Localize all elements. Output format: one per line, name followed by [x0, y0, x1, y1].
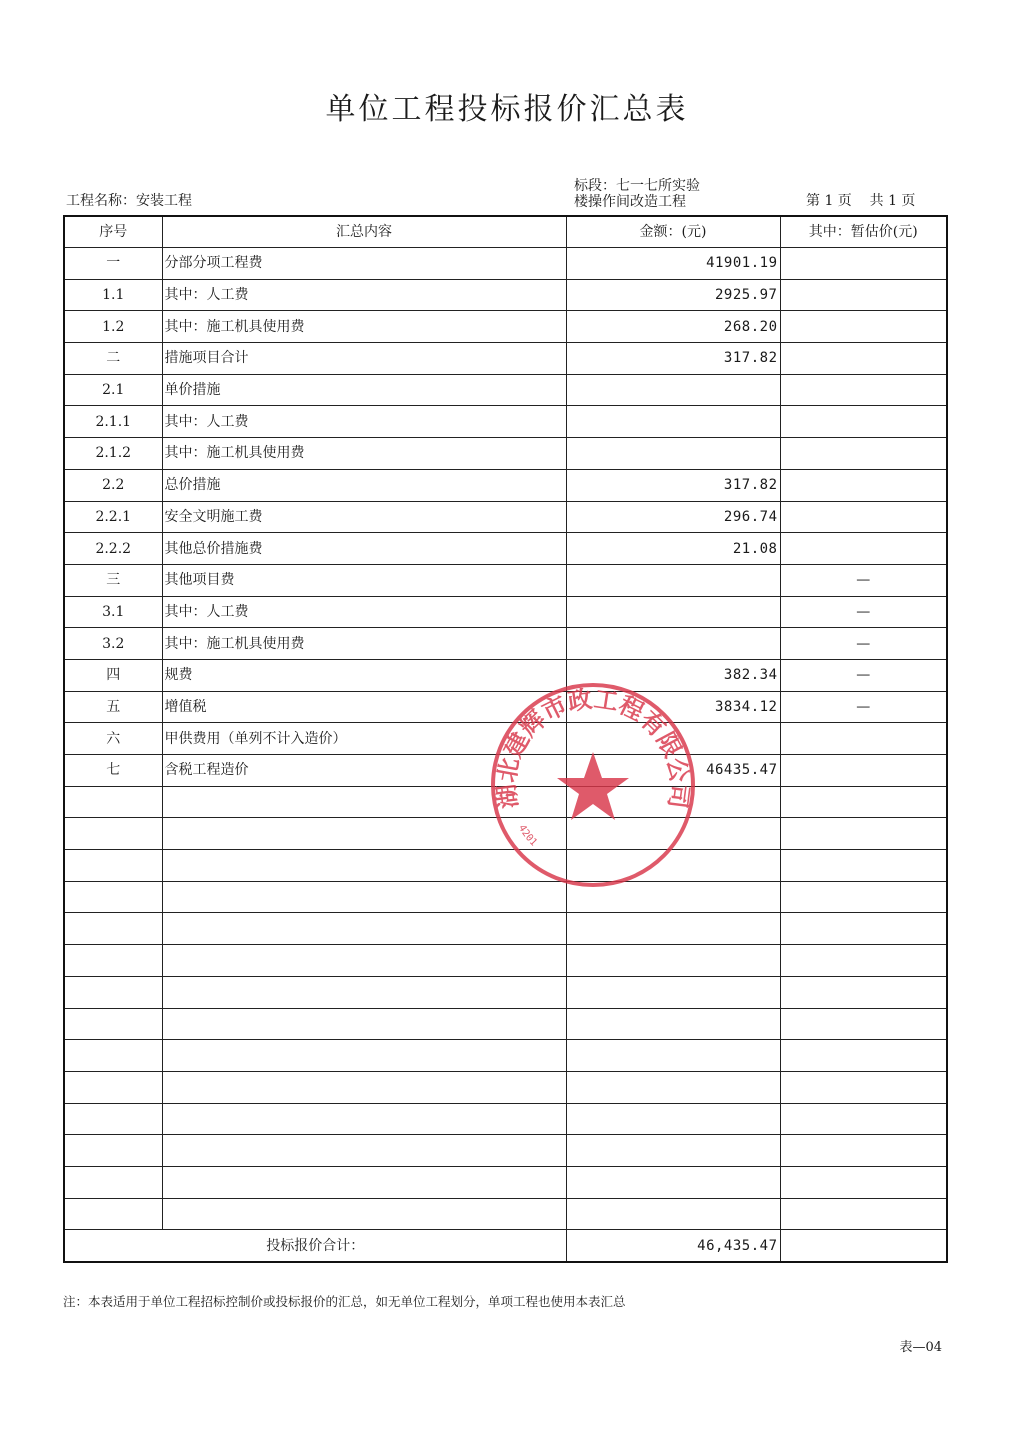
cell-provisional	[780, 1135, 947, 1167]
cell-content	[162, 1135, 566, 1167]
table-row	[64, 659, 947, 691]
cell-index	[64, 786, 162, 818]
cell-amount: 2925.97	[566, 279, 780, 311]
cell-index: 2.1.2	[64, 438, 162, 470]
table-row	[64, 786, 947, 818]
cell-provisional	[780, 343, 947, 375]
cell-content: 增值税	[162, 691, 566, 723]
table-note: 注：本表适用于单位工程招标控制价或投标报价的汇总，如无单位工程划分，单项工程也使用本表汇总	[63, 1294, 626, 1309]
cell-provisional	[780, 755, 947, 787]
cell-index	[64, 850, 162, 882]
summary-table	[63, 215, 948, 1263]
cell-index: 2.2.1	[64, 501, 162, 533]
table-row	[64, 564, 947, 596]
cell-provisional	[780, 976, 947, 1008]
cell-content: 其中：人工费	[162, 406, 566, 438]
table-row	[64, 533, 947, 565]
cell-provisional: —	[780, 596, 947, 628]
table-row	[64, 723, 947, 755]
cell-content	[162, 818, 566, 850]
cell-amount	[566, 438, 780, 470]
cell-content	[162, 1198, 566, 1230]
cell-content: 安全文明施工费	[162, 501, 566, 533]
cell-content: 其中：施工机具使用费	[162, 311, 566, 343]
cell-amount	[566, 596, 780, 628]
cell-amount	[566, 1103, 780, 1135]
cell-amount: 382.34	[566, 659, 780, 691]
cell-provisional	[780, 279, 947, 311]
cell-amount: 317.82	[566, 343, 780, 375]
cell-index: 二	[64, 343, 162, 375]
cell-index	[64, 1166, 162, 1198]
table-row	[64, 1071, 947, 1103]
cell-content: 其中：施工机具使用费	[162, 438, 566, 470]
cell-provisional	[780, 374, 947, 406]
cell-content	[162, 1040, 566, 1072]
table-row	[64, 596, 947, 628]
cell-provisional	[780, 248, 947, 280]
cell-content: 其中：人工费	[162, 596, 566, 628]
cell-content	[162, 945, 566, 977]
cell-content: 其中：人工费	[162, 279, 566, 311]
table-row	[64, 501, 947, 533]
cell-content: 其他项目费	[162, 564, 566, 596]
table-row	[64, 438, 947, 470]
cell-index	[64, 818, 162, 850]
cell-content: 总价措施	[162, 469, 566, 501]
cell-content	[162, 976, 566, 1008]
cell-provisional	[780, 1008, 947, 1040]
cell-index: 四	[64, 659, 162, 691]
cell-index: 3.2	[64, 628, 162, 660]
cell-provisional	[780, 723, 947, 755]
cell-amount	[566, 976, 780, 1008]
cell-provisional	[780, 533, 947, 565]
table-row	[64, 850, 947, 882]
cell-amount	[566, 374, 780, 406]
project-name: 工程名称：安装工程	[66, 193, 192, 209]
cell-index	[64, 1071, 162, 1103]
cell-index: 2.2.2	[64, 533, 162, 565]
page-total: 共 1 页	[869, 193, 916, 209]
cell-content: 单价措施	[162, 374, 566, 406]
table-row	[64, 311, 947, 343]
page-current: 第 1 页	[806, 193, 852, 209]
cell-provisional	[780, 1071, 947, 1103]
table-row	[64, 1198, 947, 1230]
seal-number: 4201	[515, 823, 539, 849]
cell-amount: 21.08	[566, 533, 780, 565]
cell-provisional	[780, 945, 947, 977]
table-body	[64, 216, 947, 1230]
table-row	[64, 279, 947, 311]
header-amount: 金额：(元)	[566, 216, 780, 248]
document-title: 单位工程投标报价汇总表	[325, 92, 689, 127]
form-number: 表—04	[899, 1340, 942, 1355]
cell-index: 三	[64, 564, 162, 596]
cell-amount	[566, 818, 780, 850]
cell-amount	[566, 1071, 780, 1103]
cell-provisional	[780, 818, 947, 850]
table-row	[64, 691, 947, 723]
cell-amount	[566, 628, 780, 660]
cell-amount	[566, 1040, 780, 1072]
table-row	[64, 1008, 947, 1040]
table-row	[64, 1135, 947, 1167]
cell-content: 措施项目合计	[162, 343, 566, 375]
cell-index	[64, 976, 162, 1008]
table-row	[64, 1040, 947, 1072]
cell-index	[64, 1135, 162, 1167]
table-row	[64, 818, 947, 850]
seal-text: 湖北建辉市政工程有限公司	[491, 683, 695, 811]
cell-amount: 41901.19	[566, 248, 780, 280]
header-index: 序号	[64, 216, 162, 248]
section-label	[574, 178, 700, 210]
cell-amount	[566, 406, 780, 438]
cell-provisional: —	[780, 628, 947, 660]
cell-content	[162, 1103, 566, 1135]
cell-amount: 46435.47	[566, 755, 780, 787]
cell-index	[64, 945, 162, 977]
cell-provisional	[780, 469, 947, 501]
table-header-row	[64, 216, 947, 248]
cell-amount: 296.74	[566, 501, 780, 533]
cell-provisional	[780, 913, 947, 945]
cell-amount: 3834.12	[566, 691, 780, 723]
table-row	[64, 913, 947, 945]
cell-index	[64, 1198, 162, 1230]
page-info	[806, 193, 915, 209]
cell-content: 分部分项工程费	[162, 248, 566, 280]
cell-index	[64, 881, 162, 913]
table-row	[64, 374, 947, 406]
section-line-2: 楼操作间改造工程	[574, 194, 686, 210]
cell-provisional: —	[780, 691, 947, 723]
cell-provisional	[780, 311, 947, 343]
cell-content: 甲供费用（单列不计入造价）	[162, 723, 566, 755]
total-row	[64, 1230, 947, 1262]
cell-index	[64, 913, 162, 945]
cell-content	[162, 881, 566, 913]
table-row	[64, 628, 947, 660]
cell-content	[162, 1071, 566, 1103]
table-row	[64, 881, 947, 913]
table-row	[64, 755, 947, 787]
cell-provisional	[780, 1166, 947, 1198]
cell-content: 其中：施工机具使用费	[162, 628, 566, 660]
table-row	[64, 343, 947, 375]
cell-provisional: —	[780, 564, 947, 596]
table-row	[64, 406, 947, 438]
cell-amount	[566, 1008, 780, 1040]
cell-amount	[566, 1198, 780, 1230]
cell-amount	[566, 1135, 780, 1167]
cell-provisional	[780, 406, 947, 438]
cell-index	[64, 1103, 162, 1135]
cell-index	[64, 1040, 162, 1072]
cell-provisional	[780, 850, 947, 882]
table-row	[64, 248, 947, 280]
cell-provisional	[780, 1198, 947, 1230]
cell-amount	[566, 913, 780, 945]
cell-content	[162, 786, 566, 818]
cell-amount	[566, 786, 780, 818]
cell-index: 七	[64, 755, 162, 787]
cell-provisional	[780, 501, 947, 533]
table-row	[64, 945, 947, 977]
cell-index	[64, 1008, 162, 1040]
cell-index: 2.1	[64, 374, 162, 406]
cell-content: 规费	[162, 659, 566, 691]
total-amount: 46,435.47	[566, 1230, 780, 1262]
cell-amount	[566, 945, 780, 977]
header-provisional: 其中：暂估价(元)	[780, 216, 947, 248]
cell-provisional	[780, 786, 947, 818]
cell-index: 五	[64, 691, 162, 723]
cell-index: 2.2	[64, 469, 162, 501]
cell-provisional	[780, 1103, 947, 1135]
cell-index: 3.1	[64, 596, 162, 628]
cell-index: 1.2	[64, 311, 162, 343]
cell-amount: 268.20	[566, 311, 780, 343]
cell-content: 含税工程造价	[162, 755, 566, 787]
cell-amount	[566, 1166, 780, 1198]
total-provisional	[780, 1230, 947, 1262]
cell-provisional	[780, 881, 947, 913]
table-row	[64, 1103, 947, 1135]
cell-content	[162, 850, 566, 882]
cell-content: 其他总价措施费	[162, 533, 566, 565]
table-row	[64, 976, 947, 1008]
cell-index: 一	[64, 248, 162, 280]
header-content: 汇总内容	[162, 216, 566, 248]
cell-provisional: —	[780, 659, 947, 691]
cell-index: 六	[64, 723, 162, 755]
cell-amount: 317.82	[566, 469, 780, 501]
cell-index: 2.1.1	[64, 406, 162, 438]
cell-amount	[566, 881, 780, 913]
cell-provisional	[780, 1040, 947, 1072]
cell-content	[162, 913, 566, 945]
cell-content	[162, 1166, 566, 1198]
total-label: 投标报价合计：	[64, 1230, 566, 1262]
table-row	[64, 1166, 947, 1198]
cell-amount	[566, 850, 780, 882]
cell-provisional	[780, 438, 947, 470]
table-row	[64, 469, 947, 501]
cell-amount	[566, 723, 780, 755]
cell-index: 1.1	[64, 279, 162, 311]
cell-content	[162, 1008, 566, 1040]
cell-amount	[566, 564, 780, 596]
section-line-1: 标段：七一七所实验	[574, 178, 700, 194]
